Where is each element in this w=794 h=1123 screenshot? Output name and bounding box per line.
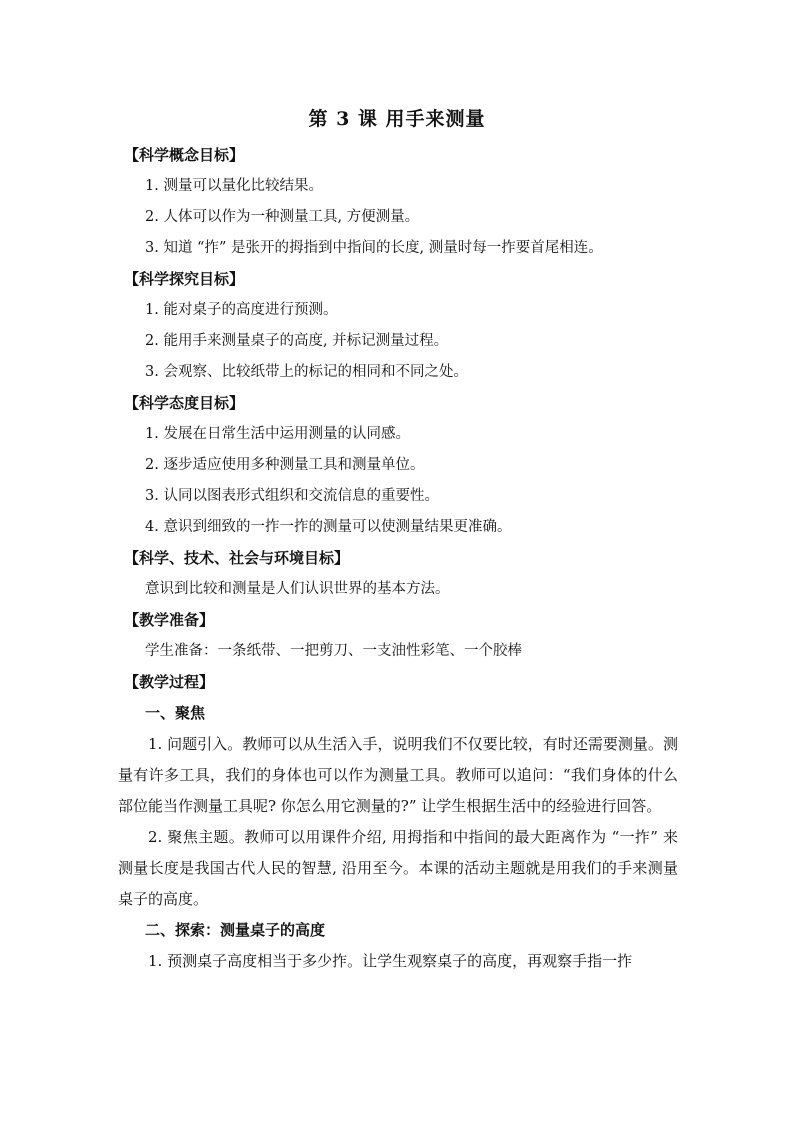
section-heading-concept: 【科学概念目标】 (124, 146, 245, 164)
concept-item: 3. 知道 “拃” 是张开的拇指到中指间的长度, 测量时每一拃要首尾相连。 (145, 240, 603, 256)
process-part2-heading: 二、探索：测量桌子的高度 (145, 921, 326, 939)
inquiry-item: 2. 能用手来测量桌子的高度, 并标记测量过程。 (145, 333, 449, 349)
stse-item: 意识到比较和测量是人们认识世界的基本方法。 (145, 581, 450, 597)
attitude-item: 3. 认同以图表形式组织和交流信息的重要性。 (145, 488, 439, 504)
inquiry-item: 1. 能对桌子的高度进行预测。 (145, 302, 338, 318)
attitude-item: 1. 发展在日常生活中运用测量的认同感。 (145, 426, 410, 442)
attitude-item: 4. 意识到细致的一拃一拃的测量可以使测量结果更准确。 (145, 519, 512, 535)
process-part1-heading: 一、聚焦 (145, 704, 206, 722)
concept-item: 1. 测量可以量化比较结果。 (145, 178, 323, 194)
inquiry-item: 3. 会观察、比较纸带上的标记的相同和不同之处。 (145, 364, 468, 380)
section-heading-attitude: 【科学态度目标】 (124, 394, 245, 412)
section-heading-prep: 【教学准备】 (124, 611, 215, 629)
document-body (118, 140, 678, 977)
prep-item: 学生准备：一条纸带、一把剪刀、一支油性彩笔、一个胶棒 (145, 643, 522, 659)
concept-item: 2. 人体可以作为一种测量工具, 方便测量。 (145, 209, 420, 225)
section-heading-process: 【教学过程】 (124, 673, 215, 691)
section-heading-inquiry: 【科学探究目标】 (124, 270, 245, 288)
process-paragraph: 1. 预测桌子高度相当于多少拃。让学生观察桌子的高度，再观察手指一拃 (148, 952, 633, 970)
page-title: 第 3 课 用手来测量 (308, 108, 486, 130)
process-paragraph: 1. 问题引入。教师可以从生活入手，说明我们不仅要比较，有时还需要测量。测量有许多工具，我们的身体也可以作为测量工具。教师可以追问：“我们身体的什么部位能当作测量工具呢? 你怎么用它测量的?” 让学生根据生活中的经验进行回答。 (118, 735, 678, 815)
process-paragraph: 2. 聚焦主题。教师可以用课件介绍, 用拇指和中指间的最大距离作为 “一拃” 来测量长度是我国古代人民的智慧, 沿用至今。本课的活动主题就是用我们的手来测量桌子的高度。 (118, 828, 678, 908)
attitude-item: 2. 逐步适应使用多种测量工具和测量单位。 (145, 457, 425, 473)
section-heading-stse: 【科学、技术、社会与环境目标】 (124, 549, 350, 567)
